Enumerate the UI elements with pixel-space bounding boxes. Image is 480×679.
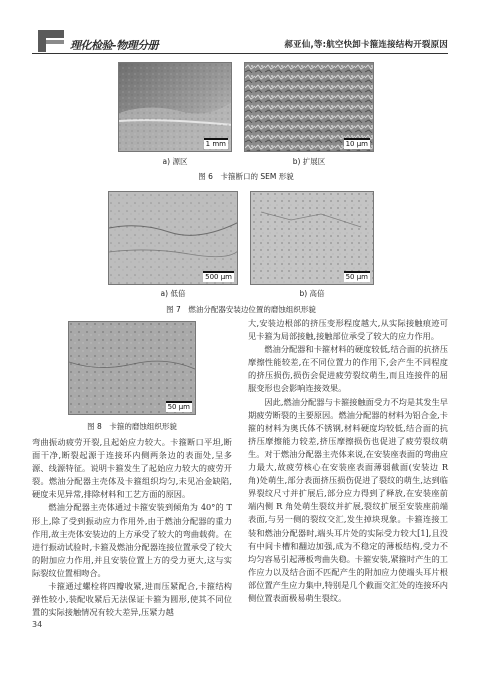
page-number: 34: [32, 620, 43, 629]
left-paragraph-3: 卡箍通过螺栓将四瓣收紧,进而压紧配合,卡箍结构弹性较小,装配收紧后无法保证卡箍为圆形,使其不同位置的实际接触情况有较大差异,压紧力越: [32, 581, 232, 618]
journal-logo-icon: [32, 30, 66, 52]
fig6a-sem-image: [118, 62, 232, 152]
fig6a-label: a) 源区: [162, 157, 188, 166]
fig8-scale-bar: 50 μm: [167, 403, 190, 411]
left-text-column: [32, 436, 232, 619]
header-rule: [32, 53, 448, 54]
page-header: [32, 30, 448, 52]
fig7a-scale-bar: 500 μm: [205, 273, 232, 281]
running-title: 郝亚仙,等:航空快卸卡箍连接结构开裂原因: [284, 40, 448, 50]
left-paragraph-1: 弯曲振动疲劳开裂,且起始应力较大。卡箍断口平坦,断面干净,断裂起源于连接环内侧两条边的表面处,呈多源、线源特征。说明卡箍发生了起始应力较大的疲劳开裂。燃油分配器主壳体及卡箍组织均匀,未见冶金缺陷,硬度未见异常,排除材料和工艺方面的原因。: [32, 437, 232, 500]
fig6b-label: b) 扩展区: [292, 157, 326, 166]
fig6b-scale-bar: 10 μm: [345, 140, 368, 148]
fig8-caption: 图 8 卡箍的磨蚀组织形貌: [87, 422, 177, 431]
right-text-column: [248, 317, 448, 605]
left-paragraph-2: 燃油分配器主壳体通过卡箍安装到倾角为 40°的 T 形上,除了受到振动应力作用外,由于燃油分配器的重力作用,故主壳体安装边的上方承受了较大的弯曲载荷。在进行振动试验时,卡箍及燃油分配器连接位置承受了较大的附加应力作用,并且安装位置上方的受力更大,这与实际裂纹位置相吻合。: [32, 502, 232, 578]
fig7-caption: 图 7 燃油分配器安装边位置的磨蚀组织形貌: [166, 305, 316, 314]
right-paragraph-1: 大,安装边根部的挤压变形程度越大,从实际接触痕迹可见卡箍为局部接触,接触部位承受了较大的应力作用。: [248, 318, 448, 342]
fig6b-sem-image: [244, 62, 374, 152]
fig6-caption: 图 6 卡箍断口的 SEM 形貌: [198, 172, 294, 181]
fig7b-label: b) 高倍: [299, 289, 325, 298]
journal-name: 理化检验-物理分册: [70, 39, 159, 52]
fig7a-label: a) 低倍: [160, 289, 186, 298]
fig7b-micro-image: [250, 191, 374, 285]
fig6a-scale-bar: 1 mm: [205, 140, 226, 148]
fig7b-scale-bar: 50 μm: [345, 273, 368, 281]
fig7a-micro-image: [108, 191, 238, 285]
right-paragraph-3: 因此,燃油分配器与卡箍接触面受力不均是其发生早期疲劳断裂的主要原因。燃油分配器的材料为铝合金,卡箍的材料为奥氏体不锈钢,材料硬度均较低,结合面的抗挤压摩擦能力较差,挤压摩擦损伤也促进了疲劳裂纹萌生。对于燃油分配器主壳体来说,在安装座表面的弯曲应力最大,故疲劳核心在安装座表面薄弱截面(安装边 R 角)处萌生,部分表面挤压损伤促进了裂纹的萌生,达到临界裂纹尺寸并扩展后,部分应力得到了释放,在安装座前端内侧 R 角处萌生裂纹并扩展,裂纹扩展至安装座前端表面,与另一侧的裂纹交汇,发生掉块现象。卡箍连接工装和燃油分配器时,端头耳片处的实际受力较大[1],且没有中间卡槽和翻边加强,成为不稳定的薄板结构,受力不均匀容易引起薄板弯曲失稳。卡箍安装,紧箍时产生的工作应力以及结合面不匹配产生的附加应力使端头耳片根部位置产生应力集中,特别是几个截面交汇处的连接环内侧位置表面极易萌生裂纹。: [248, 396, 448, 603]
fig8-micro-image: [68, 321, 196, 415]
right-paragraph-2: 燃油分配器和卡箍材料的硬度较低,结合面的抗挤压摩擦性能较差,在不同位置力的作用下,会产生不同程度的挤压损伤,损伤会促进疲劳裂纹萌生,而且连接件的屈服变形也会影响连接效果。: [248, 344, 448, 394]
